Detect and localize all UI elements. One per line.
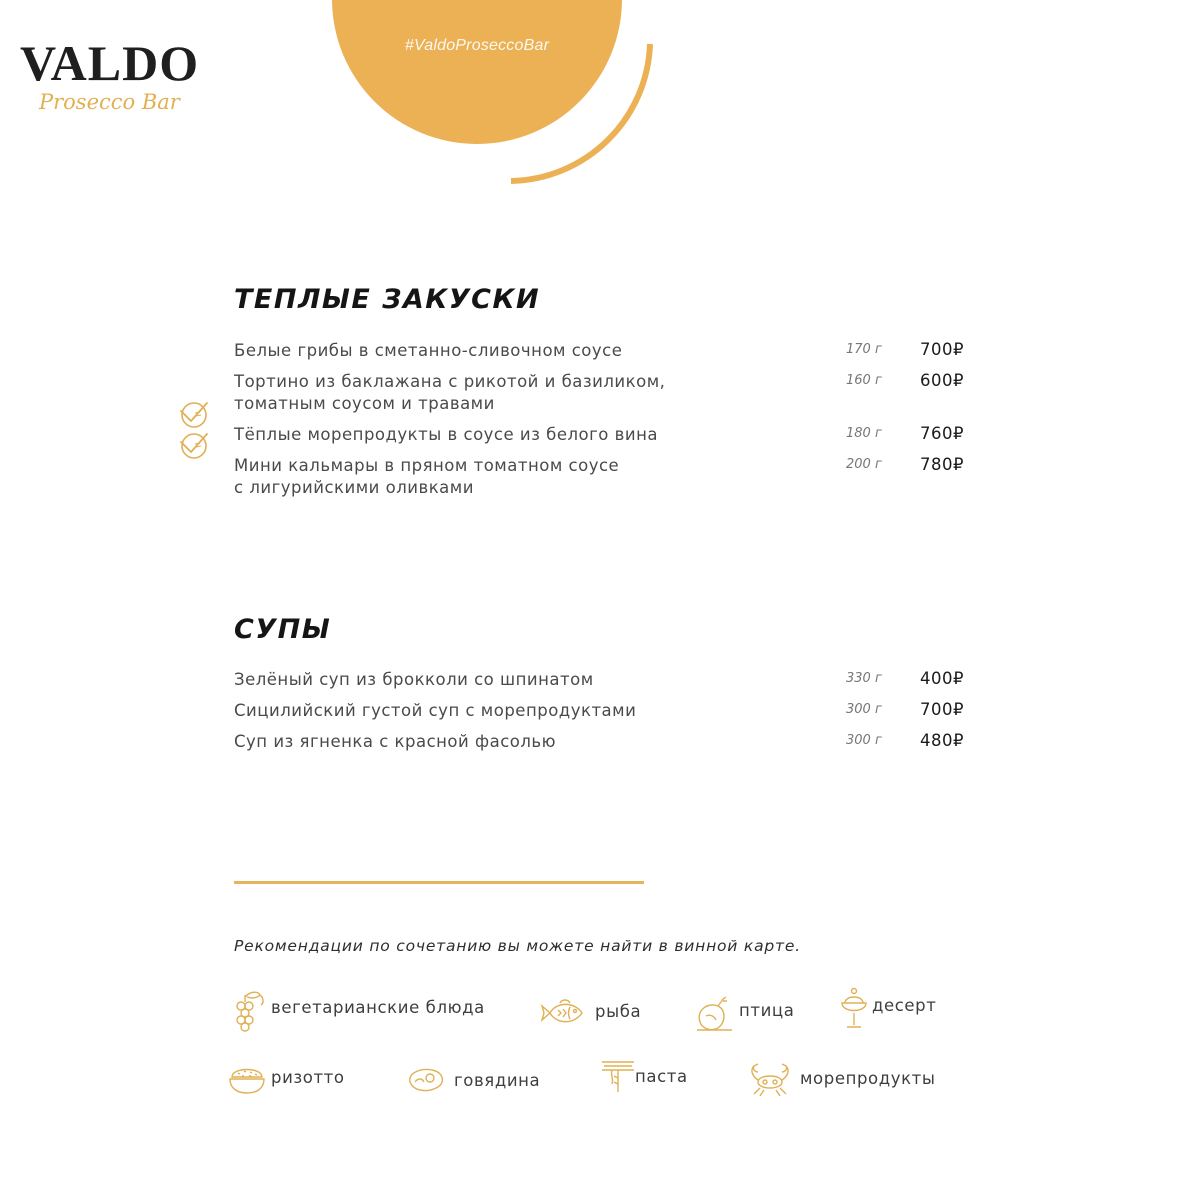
menu-item-price: 780₽ [920,455,964,474]
menu-item-weight: 300 г [846,702,882,717]
chef-check-icon [178,399,210,431]
legend-label: ризотто [271,1068,345,1087]
menu-item-weight: 300 г [846,733,882,748]
menu-item [234,669,974,691]
logo [20,35,200,114]
legend-label: десерт [872,996,937,1015]
section-title-soups: СУПЫ [234,614,332,645]
risotto-icon [228,1059,268,1099]
legend-label: говядина [454,1071,541,1090]
pairing-note: Рекомендации по сочетанию вы можете найти в винной карте. [234,937,801,955]
seafood-icon [746,1060,794,1100]
fish-icon [540,993,586,1033]
legend-label: морепродукты [800,1069,936,1088]
logo-name: VALDO [20,35,200,91]
menu-item [234,455,974,499]
legend-label: вегетарианские блюда [271,998,485,1017]
legend-label: рыба [595,1002,642,1021]
legend-label: птица [739,1001,795,1020]
menu-item-price: 480₽ [920,731,964,750]
dessert-icon [838,987,870,1033]
menu-item-price: 400₽ [920,669,964,688]
divider [234,881,644,884]
menu-item-price: 700₽ [920,700,964,719]
menu-item [234,700,974,722]
legend-label: паста [635,1067,688,1086]
menu-item [234,424,974,446]
menu-item [234,731,974,753]
menu-item-name: Тёплые морепродукты в соусе из белого вина [234,425,658,444]
menu-item-name: Мини кальмары в пряном томатном соусе с лигурийскими оливками [234,456,620,497]
menu-item [234,371,974,415]
menu-item-name: Тортино из баклажана с рикотой и базиликом, томатным соусом и травами [234,372,666,413]
logo-subtitle: Prosecco Bar [39,90,180,114]
menu-item-weight: 180 г [846,426,882,441]
hashtag: #ValdoProseccoBar [404,37,550,54]
pasta-icon [598,1058,638,1098]
menu-item-price: 760₽ [920,424,964,443]
poultry-icon [694,992,736,1034]
beef-icon [406,1062,448,1098]
section-title-warm-appetizers: ТЕПЛЫЕ ЗАКУСКИ [234,284,541,315]
menu-item-price: 700₽ [920,340,964,359]
menu-item-name: Зелёный суп из брокколи со шпинатом [234,670,594,689]
menu-item-weight: 170 г [846,342,882,357]
chef-check-icon [178,430,210,462]
menu-item-name: Сицилийский густой суп с морепродуктами [234,701,637,720]
menu-item-name: Суп из ягненка с красной фасолью [234,732,557,751]
menu-item-price: 600₽ [920,371,964,390]
vegetarian-icon [230,989,270,1033]
menu-item-name: Белые грибы в сметанно-сливочном соусе [234,341,623,360]
menu-item-weight: 330 г [846,671,882,686]
menu-item [234,340,974,362]
menu-item-weight: 160 г [846,373,882,388]
menu-item-weight: 200 г [846,457,882,472]
